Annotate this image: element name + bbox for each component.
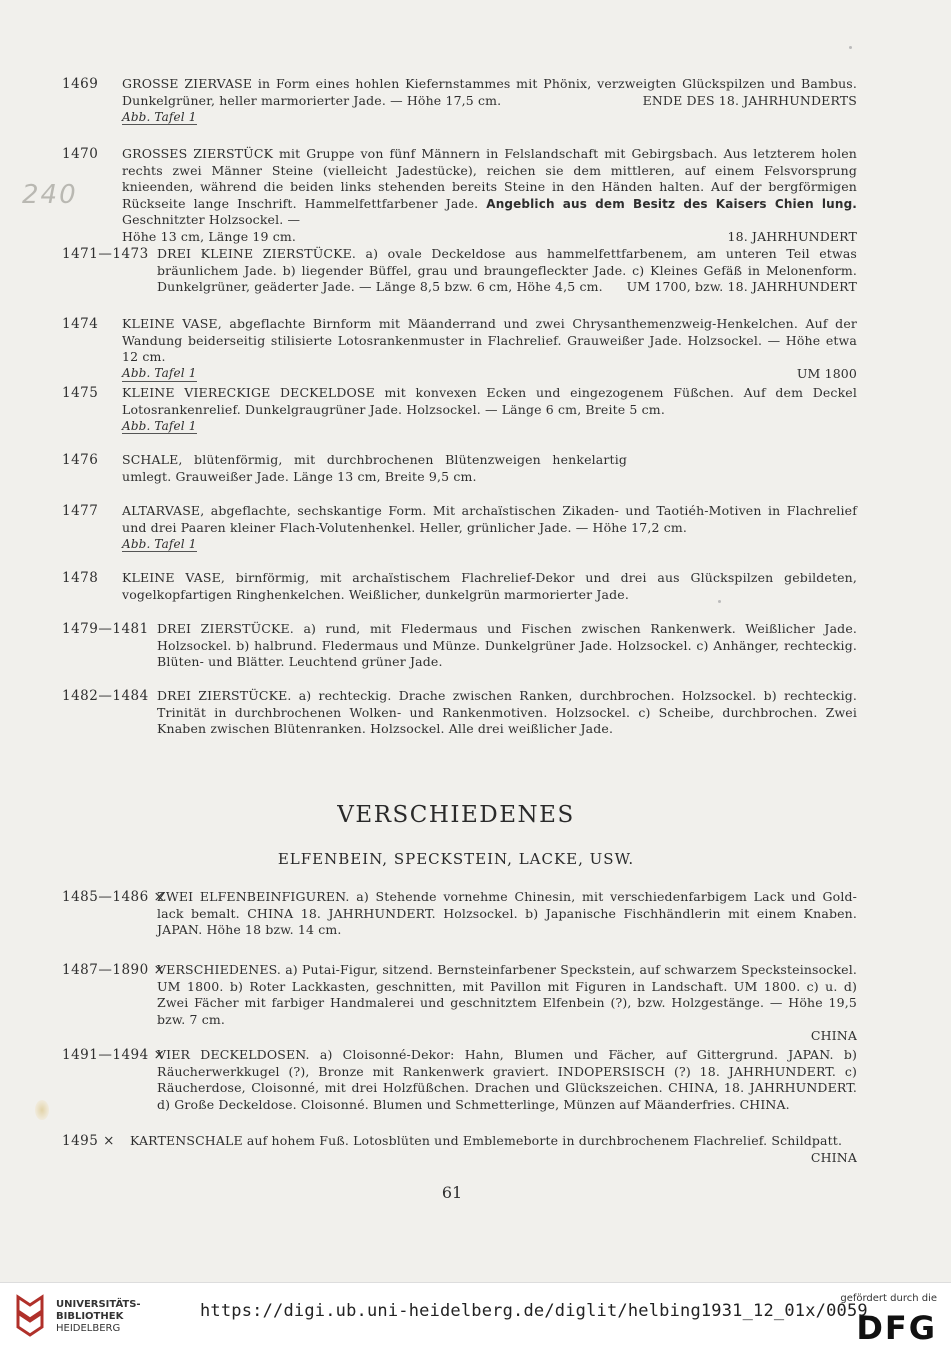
- entry-dimensions: Höhe 13 cm, Länge 19 cm.: [122, 228, 297, 244]
- paper-stain: [35, 1100, 49, 1120]
- page-number: 61: [441, 1183, 463, 1202]
- lot-number: 1477: [62, 503, 99, 519]
- catalog-entry: [62, 962, 857, 1045]
- entry-text: ALTARVASE, abgeflachte, sechskantige Form. Mit archaïstischen Zikaden- und Taotiéh-Motiven in Flachrelief und drei Paaren kleiner Flach-Volutenhenkel. Heller, grünlicher Jade. — Höhe 17,2 cm.: [122, 503, 857, 535]
- catalog-entry: [62, 570, 857, 603]
- entry-text: KARTENSCHALE auf hohem Fuß. Lotosblüten und Emblemeborte in durchbrochenem Flachrelief. Schildpatt.: [130, 1133, 843, 1148]
- entry-text: VERSCHIEDENES. a) Putai-Figur, sitzend. Bernsteinfarbener Speckstein, auf schwarzem Specksteinsockel. UM 1800. b) Roter Lackkasten, geschnitten, mit Pavillon mit Figuren in Landschaft. UM 1800. c) u. d) Zwei Fächer mit farbiger Handmalerei und geschnitztem Elfenbein (?), bzw. Holzgestänge. — Höhe 19,5 bzw. 7 cm.: [157, 962, 857, 1027]
- entry-date: CHINA: [810, 1028, 857, 1043]
- lot-number: 1478: [62, 570, 99, 586]
- catalog-entry: [62, 621, 857, 671]
- entry-text: VIER DECKELDOSEN. a) Cloisonné-Dekor: Hahn, Blumen und Fächer, auf Gittergrund. JAPAN. b) Räucherwerkkugel (?), Bronze mit Rankenwerk graviert. INDOPERSISCH (?) 18. JAHRHUNDERT. c) Räucherdose, Cloisonné, mit drei Holzfüßchen. Drachen und Glückszeichen. CHINA, 18. JAHRHUNDERT. d) Große Deckeldose. Cloisonné. Blumen und Schmetterlinge, Münzen auf Mäanderfries. CHINA.: [157, 1047, 857, 1112]
- plate-reference[interactable]: Abb. Tafel 1: [122, 366, 197, 383]
- dfg-logo[interactable]: DFG: [856, 1309, 937, 1347]
- entry-date: UM 1700, bzw. 18. JAHRHUNDERT: [626, 279, 857, 294]
- section-title: VERSCHIEDENES: [337, 802, 575, 828]
- catalog-entry: [62, 889, 857, 939]
- section-subtitle: ELFENBEIN, SPECKSTEIN, LACKE, USW.: [277, 850, 635, 868]
- lot-number: 1469: [62, 76, 99, 92]
- entry-text: DREI ZIERSTÜCKE. a) rund, mit Fledermaus und Fischen zwischen Rankenwerk. Weißlicher Jade. Holzsockel. b) halbrund. Fledermaus und Münze. Dunkelgrüner Jade. Holzsockel. c) Anhänger, rechteckig. Blüten- und Blätter. Leuchtend grüner Jade.: [157, 621, 857, 669]
- catalog-entry: [62, 503, 857, 553]
- catalog-entry: [62, 452, 857, 485]
- plate-reference[interactable]: Abb. Tafel 1: [122, 110, 197, 124]
- lot-number: 1479—1481: [62, 621, 149, 637]
- entry-date: 18. JAHRHUNDERT: [727, 228, 857, 244]
- lot-number: 1491—1494 ×: [62, 1047, 166, 1063]
- pencil-margin-note: 240: [22, 180, 78, 210]
- plate-reference[interactable]: Abb. Tafel 1: [122, 419, 197, 433]
- document-url[interactable]: https://digi.ub.uni-heidelberg.de/diglit/helbing1931_12_01x/0059: [200, 1301, 868, 1321]
- lot-number: 1470: [62, 146, 99, 162]
- lot-number: 1474: [62, 316, 99, 332]
- speck: [849, 46, 852, 49]
- university-library-logo[interactable]: [10, 1293, 50, 1337]
- catalog-entry: [62, 688, 857, 738]
- lot-number: 1485—1486 ×: [62, 889, 166, 905]
- entry-date: UM 1800: [796, 365, 857, 381]
- provenance-note: Angeblich aus dem Besitz des Kaisers Chien lung.: [486, 196, 858, 211]
- catalog-entry: [62, 316, 857, 382]
- catalog-entry: [62, 1133, 857, 1166]
- entry-text: DREI KLEINE ZIERSTÜCKE. a) ovale Deckeldose aus hammelfettfarbenem, am unteren Teil etwas bräunlichem Jade. b) liegender Büffel, grau und braungefleckter Jade. c) Kleines Gefäß in Melonenform. Dunkelgrüner, geäderter Jade. — Länge 8,5 bzw. 6 cm, Höhe 4,5 cm.: [157, 246, 857, 294]
- entry-text: SCHALE, blütenförmig, mit durchbrochenen Blütenzweigen henkelartig umlegt. Grauweißer Jade. Länge 13 cm, Breite 9,5 cm.: [122, 452, 627, 484]
- entry-text: KLEINE VASE, birnförmig, mit archaïstischem Flachrelief-Dekor und drei aus Glückspilzen gebildeten, vogelkopfartigen Ringhenkelchen. Weißlicher, dunkelgrün marmorierter Jade.: [122, 570, 857, 602]
- library-name: UNIVERSITÄTS- BIBLIOTHEK HEIDELBERG: [56, 1299, 141, 1334]
- entry-text-b: Geschnitzter Holzsockel. —: [122, 212, 301, 227]
- catalog-entry: [62, 76, 857, 126]
- catalog-entry: [62, 385, 857, 435]
- lot-number: 1487—1890 ×: [62, 962, 166, 978]
- lot-number: 1471—1473: [62, 246, 149, 262]
- lot-number: 1482—1484: [62, 688, 149, 704]
- catalog-entry: [62, 246, 857, 296]
- viewer-footer: [0, 1282, 951, 1351]
- plate-reference[interactable]: Abb. Tafel 1: [122, 537, 197, 551]
- catalog-entry: [62, 1047, 857, 1113]
- sponsor-label: gefördert durch die: [840, 1293, 937, 1304]
- entry-text: ZWEI ELFENBEINFIGUREN. a) Stehende vornehme Chinesin, mit verschiedenfarbigem Lack und Gold-lack bemalt. CHINA 18. JAHRHUNDERT. Holzsockel. b) Japanische Fischhändlerin mit einem Knaben. JAPAN. Höhe 18 bzw. 14 cm.: [157, 889, 857, 937]
- lot-number: 1495 ×: [62, 1133, 115, 1149]
- entry-text: KLEINE VIERECKIGE DECKELDOSE mit konvexen Ecken und eingezogenem Füßchen. Auf dem Deckel Lotosrankenrelief. Dunkelgraugrüner Jade. Holzsockel. — Länge 6 cm, Breite 5 cm.: [122, 385, 857, 417]
- lot-number: 1476: [62, 452, 99, 468]
- entry-text: DREI ZIERSTÜCKE. a) rechteckig. Drache zwischen Ranken, durchbrochen. Holzsockel. b) rechteckig. Trinität in durchbrochenen Wolken- und Rankenmotiven. Holzsockel. c) Scheibe, durchbrochen. Zwei Knaben zwischen Blütenranken. Holzsockel. Alle drei weißlicher Jade.: [157, 688, 857, 736]
- lot-number: 1475: [62, 385, 99, 401]
- entry-date: ENDE DES 18. JAHRHUNDERTS: [642, 92, 857, 108]
- entry-text: GROSSES ZIERSTÜCK mit Gruppe von fünf Männern in Felslandschaft mit Gebirgsbach. Aus letzterem holen rechts zwei Männer Steine (vielleicht Jadestücke), reichen sie dem mittleren, auf einem Felsvorsprung knieenden, während die beiden links stehenden bereits Steine in den Händen halten. Auf der bergförmigen Rückseite lange Inschrift. Hammelfettfarbener Jade.: [122, 146, 857, 211]
- entry-text: GROSSE ZIERVASE in Form eines hohlen Kiefernstammes mit Phönix, verzweigten Glückspilzen und Bambus. Dunkelgrüner, heller marmorierter Jade. — Höhe 17,5 cm.: [122, 76, 857, 108]
- entry-date: CHINA: [810, 1149, 857, 1165]
- catalog-entry: [62, 146, 857, 245]
- entry-text: KLEINE VASE, abgeflachte Birnform mit Mäanderrand und zwei Chrysanthemenzweig-Henkelchen. Auf der Wandung beiderseitig stilisierte Lotosrankenmuster in Flachrelief. Grauweißer Jade. Holzsockel. — Höhe etwa 12 cm.: [122, 316, 857, 364]
